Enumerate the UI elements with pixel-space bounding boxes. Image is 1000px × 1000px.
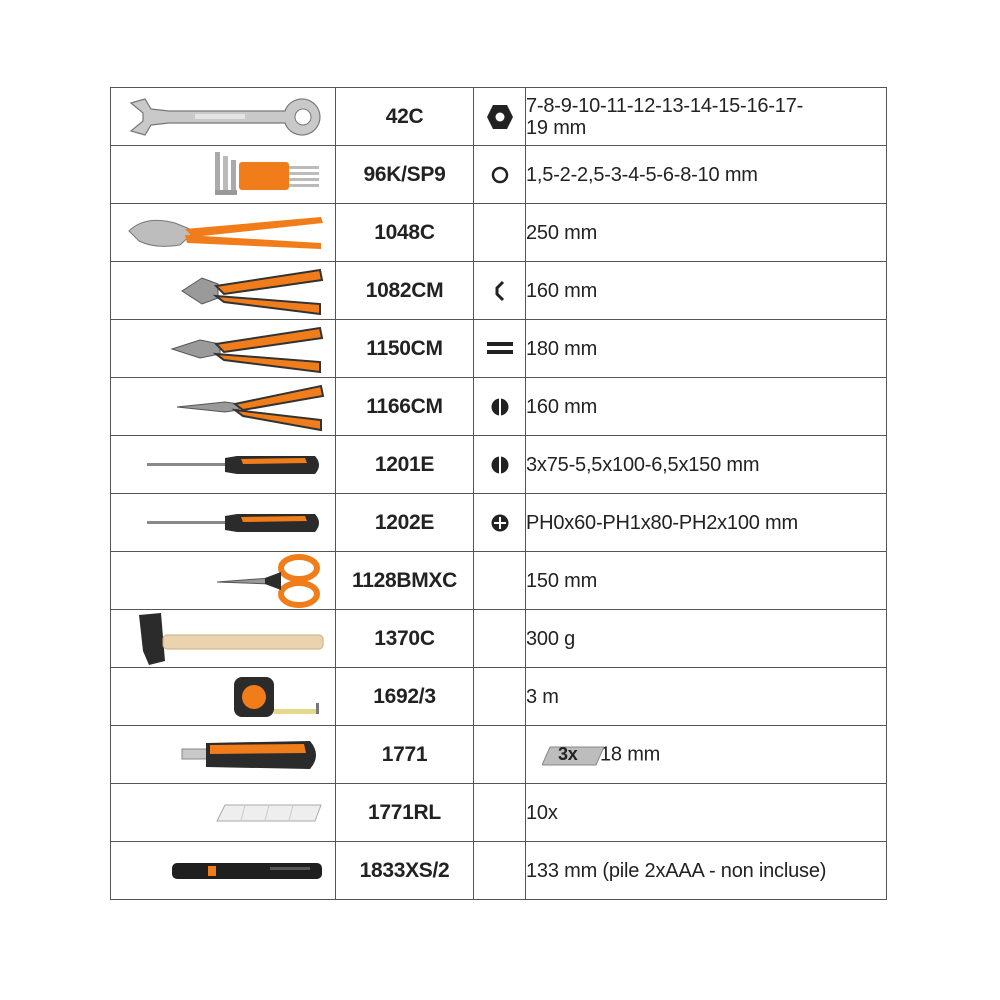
water-pump-pliers-icon <box>125 211 325 255</box>
size-description: 133 mm (pile 2xAAA - non incluse) <box>526 842 887 900</box>
slotted-screwdriver-icon <box>145 450 325 480</box>
product-code: 1692/3 <box>336 668 474 726</box>
long-nose-pliers-icon <box>175 382 325 432</box>
table-row <box>111 146 887 204</box>
size-description: 150 mm <box>526 552 887 610</box>
tool-image-cell <box>111 146 336 204</box>
slotted-icon <box>474 378 526 436</box>
tool-image-cell <box>111 552 336 610</box>
product-code: 1771 <box>336 726 474 784</box>
size-description: 250 mm <box>526 204 887 262</box>
size-description: 3x75-5,5x100-6,5x150 mm <box>526 436 887 494</box>
table-row <box>111 784 887 842</box>
tape-measure-icon <box>230 673 325 721</box>
phillips-icon <box>474 494 526 552</box>
table-row <box>111 494 887 552</box>
tool-image-cell <box>111 610 336 668</box>
tool-image-cell <box>111 204 336 262</box>
size-description: 10x <box>526 784 887 842</box>
spare-blades-icon <box>215 801 325 825</box>
tool-image-cell <box>111 668 336 726</box>
product-code: 1201E <box>336 436 474 494</box>
tool-image-cell <box>111 726 336 784</box>
tool-image-cell <box>111 378 336 436</box>
tool-image-cell <box>111 842 336 900</box>
tool-image-cell <box>111 436 336 494</box>
size-description: 300 g <box>526 610 887 668</box>
product-code: 1771RL <box>336 784 474 842</box>
product-code: 96K/SP9 <box>336 146 474 204</box>
tool-image-cell <box>111 320 336 378</box>
product-code: 1833XS/2 <box>336 842 474 900</box>
size-description: 7-8-9-10-11-12-13-14-15-16-17-19 mm <box>526 88 887 146</box>
size-description: 1,5-2-2,5-3-4-5-6-8-10 mm <box>526 146 887 204</box>
product-code: 1166CM <box>336 378 474 436</box>
tools-table <box>110 87 887 900</box>
table-row <box>111 436 887 494</box>
table-row <box>111 204 887 262</box>
table-row <box>111 320 887 378</box>
utility-knife-icon <box>180 735 325 775</box>
table-row <box>111 610 887 668</box>
flashlight-icon <box>170 858 325 884</box>
combination-wrench-icon <box>125 97 325 137</box>
blade-count-badge <box>526 743 588 767</box>
size-description: 180 mm <box>526 320 887 378</box>
product-code: 1048C <box>336 204 474 262</box>
tool-image-cell <box>111 784 336 842</box>
size-description: PH0x60-PH1x80-PH2x100 mm <box>526 494 887 552</box>
circle-icon <box>474 146 526 204</box>
table-row <box>111 552 887 610</box>
diagonal-cutting-pliers-icon <box>180 266 325 316</box>
phillips-screwdriver-icon <box>145 508 325 538</box>
product-code: 1150CM <box>336 320 474 378</box>
hex-key-set-icon <box>205 150 325 200</box>
product-code: 1370C <box>336 610 474 668</box>
product-code: 1082CM <box>336 262 474 320</box>
tool-image-cell <box>111 494 336 552</box>
combination-pliers-icon <box>170 324 325 374</box>
product-code: 42C <box>336 88 474 146</box>
tool-image-cell <box>111 262 336 320</box>
table-row <box>111 262 887 320</box>
hex-nut-icon <box>474 88 526 146</box>
size-description: 160 mm <box>526 378 887 436</box>
hammer-icon <box>135 611 325 667</box>
size-text: 18 mm <box>600 742 661 765</box>
table-row <box>111 88 887 146</box>
table-row <box>111 378 887 436</box>
side-cutter-icon <box>474 262 526 320</box>
table-row <box>111 668 887 726</box>
product-code: 1202E <box>336 494 474 552</box>
product-code: 1128BMXC <box>336 552 474 610</box>
slotted-icon <box>474 436 526 494</box>
size-description <box>526 726 887 784</box>
scissors-icon <box>215 554 325 608</box>
table-row <box>111 726 887 784</box>
size-description: 3 m <box>526 668 887 726</box>
tool-image-cell <box>111 88 336 146</box>
flat-jaw-icon <box>474 320 526 378</box>
blade-count: 3x <box>558 743 578 764</box>
size-description: 160 mm <box>526 262 887 320</box>
table-row <box>111 842 887 900</box>
